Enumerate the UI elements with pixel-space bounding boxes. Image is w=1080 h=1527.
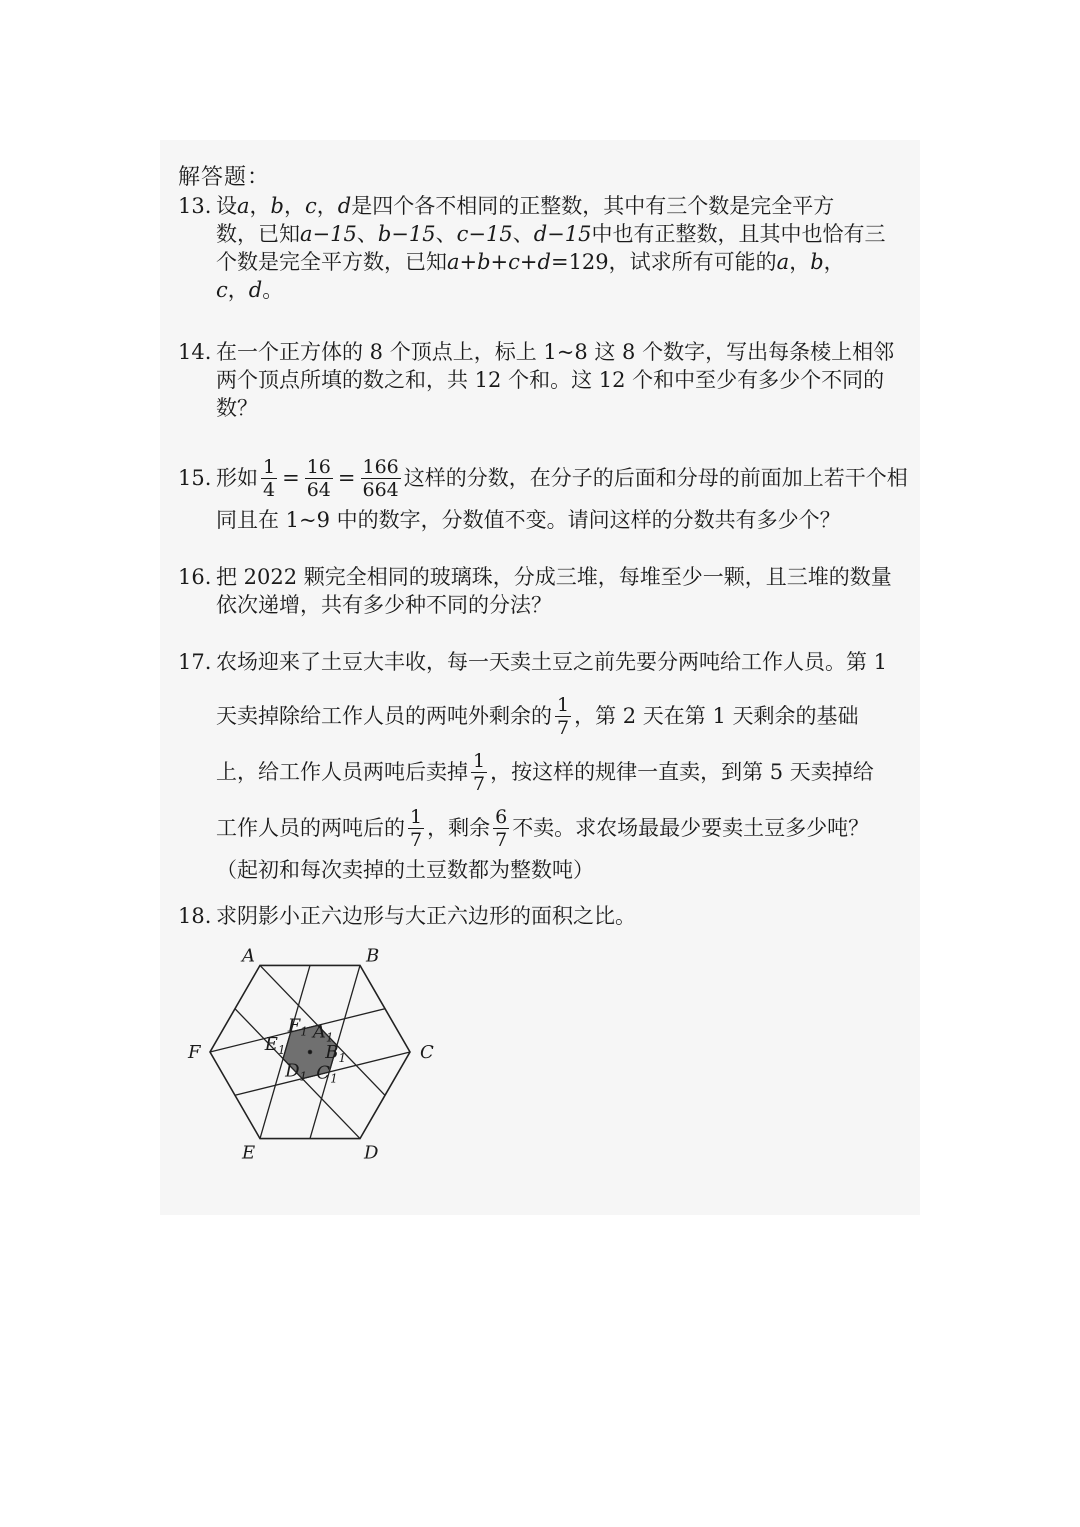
- var-c: c: [216, 278, 228, 302]
- var-b: b: [810, 250, 824, 274]
- numerator: 6: [495, 805, 508, 828]
- denominator: 4: [263, 478, 276, 501]
- inner-vertex-label-E1: $E_1$: [264, 1034, 286, 1058]
- inner-vertex-label-F1: $F_1$: [287, 1015, 308, 1039]
- hexagon-diagram: [178, 935, 448, 1170]
- inner-vertex-label-C1: $C_1$: [316, 1062, 338, 1086]
- text: 在一个正方体的 8 个顶点上，标上 1~8 这 8 个数字，写出每条棱上相邻: [216, 340, 895, 364]
- text: 设: [216, 194, 237, 218]
- vertex-label-D: D: [364, 1142, 379, 1164]
- sep: 、: [512, 222, 534, 246]
- text: 不卖。求农场最最少要卖土豆多少吨？: [512, 816, 870, 840]
- text: 两个顶点所填的数之和，共 12 个和。这 12 个和中至少有多少个不同的: [216, 368, 885, 392]
- hexagon-figure: [178, 935, 448, 1174]
- sep: ，: [823, 250, 845, 274]
- fraction-six-sevenths: [493, 806, 509, 851]
- problem-number: 14.: [178, 340, 212, 364]
- text: 把 2022 颗完全相同的玻璃珠，分成三堆，每堆至少一颗，且三堆的数量: [216, 565, 892, 589]
- vertex-label-B: B: [366, 945, 380, 967]
- sum-value: =129: [550, 250, 609, 274]
- problem-number: 18.: [178, 904, 212, 928]
- var-c: c: [304, 194, 317, 218]
- fraction: [305, 456, 333, 501]
- sep: ，: [789, 250, 811, 274]
- inner-vertex-label-A1: $A_1$: [312, 1021, 334, 1045]
- numerator: 166: [362, 455, 399, 478]
- numerator: 1: [557, 693, 570, 716]
- expr: a−15: [300, 222, 357, 246]
- text: ，第 2 天在第 1 天剩余的基础: [574, 704, 859, 728]
- fraction-one-seventh: [555, 694, 571, 739]
- numerator: 1: [410, 805, 423, 828]
- section-heading: 解答题：: [178, 165, 271, 190]
- expr: d−15: [533, 222, 592, 246]
- sum-expr: a+b+c+d: [447, 250, 551, 274]
- var-a: a: [237, 194, 250, 218]
- text: 形如: [216, 466, 258, 490]
- problem-number: 16.: [178, 565, 212, 589]
- sep: 、: [356, 222, 378, 246]
- sep: 、: [435, 222, 457, 246]
- fraction-one-seventh: [471, 750, 487, 795]
- text: 农场迎来了土豆大丰收，每一天卖土豆之前先要分两吨给工作人员。第 1: [216, 650, 888, 674]
- sep: ，: [316, 194, 338, 218]
- denominator: 64: [306, 478, 331, 501]
- equals: =: [337, 466, 356, 490]
- text: 这样的分数，在分子的后面和分母的前面加上若干个相: [403, 466, 908, 490]
- text: 是四个各不相同的正整数，其中有三个数是完全平方: [351, 194, 835, 218]
- sep: ，: [249, 194, 271, 218]
- vertex-label-C: C: [420, 1042, 434, 1063]
- problem-number: 17.: [178, 650, 212, 674]
- denominator: 7: [557, 716, 570, 739]
- var-d: d: [248, 278, 263, 302]
- text: 数，已知: [216, 222, 300, 246]
- vertex-label-E: E: [242, 1142, 256, 1164]
- problem-number: 15.: [178, 466, 212, 490]
- fraction-one-seventh: [408, 806, 424, 851]
- expr: b−15: [377, 222, 436, 246]
- problem-number: 13.: [178, 194, 212, 218]
- equals: =: [282, 466, 300, 490]
- denominator: 7: [473, 772, 486, 795]
- text: 求阴影小正六边形与大正六边形的面积之比。: [216, 904, 636, 928]
- text: 同且在 1~9 中的数字，分数值不变。请问这样的分数共有多少个？: [216, 508, 841, 532]
- inner-vertex-label-D1: $D_1$: [285, 1060, 308, 1084]
- denominator: 7: [410, 828, 423, 851]
- var-a: a: [776, 250, 790, 274]
- fraction: [261, 456, 277, 501]
- text: ，试求所有可能的: [608, 250, 777, 274]
- text: ，按这样的规律一直卖，到第 5 天卖掉给: [490, 760, 874, 784]
- text: 个数是完全平方数，已知: [216, 250, 447, 274]
- text: （起初和每次卖掉的土豆数都为整数吨）: [216, 858, 594, 882]
- text: 。: [262, 278, 284, 302]
- text: 依次递增，共有多少种不同的分法？: [216, 593, 552, 617]
- vertex-label-F: F: [188, 1042, 201, 1063]
- numerator: 1: [263, 455, 276, 478]
- text: 工作人员的两吨后的: [216, 816, 405, 840]
- vertex-label-A: A: [242, 945, 255, 967]
- denominator: 7: [495, 828, 508, 851]
- numerator: 1: [473, 749, 486, 772]
- text: 上，给工作人员两吨后卖掉: [216, 760, 468, 784]
- text: 天卖掉除给工作人员的两吨外剩余的: [216, 704, 552, 728]
- sep: ，: [227, 278, 249, 302]
- fraction: [361, 456, 401, 501]
- center-dot: [308, 1050, 311, 1053]
- inner-vertex-label-B1: $B_1$: [325, 1041, 347, 1065]
- text: 数？: [216, 396, 258, 420]
- sep: ，: [283, 194, 305, 218]
- expr: c−15: [456, 222, 513, 246]
- var-b: b: [270, 194, 284, 218]
- text: ，剩余: [427, 816, 491, 840]
- numerator: 16: [306, 455, 331, 478]
- var-d: d: [337, 194, 352, 218]
- text: 中也有正整数，且其中也恰有三: [591, 222, 886, 246]
- denominator: 664: [362, 478, 399, 501]
